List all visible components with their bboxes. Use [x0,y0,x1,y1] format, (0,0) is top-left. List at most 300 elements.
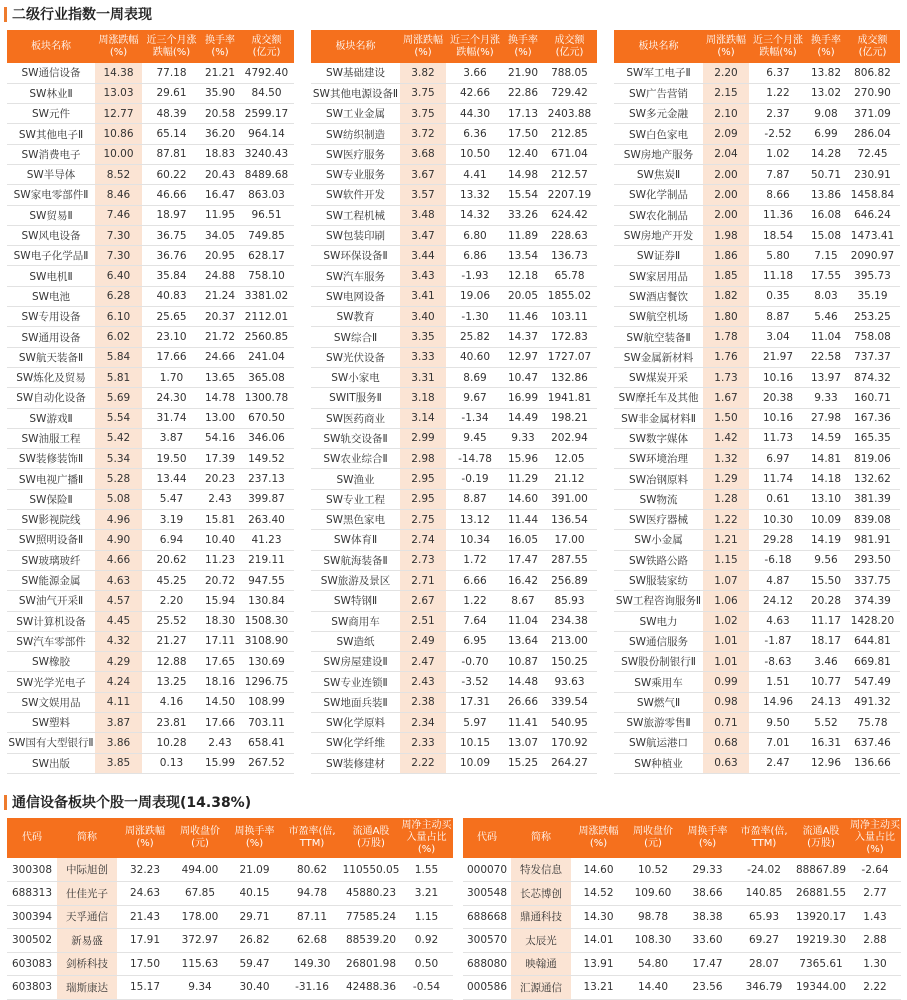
table-cell: 12.40 [504,144,542,164]
table-cell: 9.67 [446,388,504,408]
table-cell: 40.83 [142,286,201,306]
table-cell: 10.86 [95,124,142,144]
table-cell: -6.18 [749,550,807,570]
table-cell: 749.85 [239,225,294,245]
table-cell: -0.19 [446,469,504,489]
table-cell: SW专用设备 [7,307,95,327]
table-row [614,205,900,225]
table-cell: SW橡胶 [7,652,95,672]
table-cell: 23.81 [142,713,201,733]
table-cell: 20.37 [201,307,239,327]
table-cell: SW林业Ⅱ [7,83,95,103]
table-cell: 19.50 [142,449,201,469]
table-cell: 1428.20 [845,611,900,631]
table-cell: 8.03 [807,286,845,306]
table-row [7,489,294,509]
table-cell: 132.62 [845,469,900,489]
table-cell: 8.69 [446,367,504,387]
table-cell: 8.87 [446,489,504,509]
table-cell: 2.15 [703,83,749,103]
table-cell: 35.90 [201,83,239,103]
column-header: 成交额 (亿元) [845,30,900,63]
table-cell: 2.74 [400,530,446,550]
table-row [7,753,294,773]
column-header: 市盈率(倍, TTM) [735,818,793,858]
table-cell: 5.84 [95,347,142,367]
table-row [311,83,597,103]
table-cell: 7.87 [749,164,807,184]
table-cell: SW通用设备 [7,327,95,347]
table-cell: 5.46 [807,307,845,327]
table-cell: SW地面兵装Ⅱ [311,692,400,712]
table-cell: SW油服工程 [7,428,95,448]
table-cell: 230.91 [845,164,900,184]
table-cell: SW自动化设备 [7,388,95,408]
table-cell: 6.36 [446,124,504,144]
table-cell: 汇源通信 [511,976,571,1000]
table-cell: 198.21 [542,408,597,428]
table-cell: 7.64 [446,611,504,631]
table-cell: 17.50 [117,952,173,976]
table-cell: 3.41 [400,286,446,306]
table-cell: 10.52 [626,858,680,882]
table-cell: 17.91 [117,929,173,953]
table-cell: SW电网设备 [311,286,400,306]
table-cell: 140.85 [735,882,793,906]
table-row [7,652,294,672]
table-cell: SW专业服务 [311,164,400,184]
table-cell: 1.98 [703,225,749,245]
table-cell: 8.66 [749,185,807,205]
table-cell: 5.28 [95,469,142,489]
column-header: 简称 [511,818,571,858]
table-row [7,388,294,408]
table-header-row [614,30,900,63]
table-cell: 300308 [7,858,57,882]
table-row [614,408,900,428]
table-cell: 10.40 [201,530,239,550]
table-cell: 10.15 [446,733,504,753]
table-cell: 160.71 [845,388,900,408]
table-cell: 62.68 [282,929,342,953]
table-cell: 1855.02 [542,286,597,306]
table-cell: 2.47 [400,652,446,672]
table-cell: 103.11 [542,307,597,327]
table-cell: 644.81 [845,631,900,651]
table-cell: SW医疗服务 [311,144,400,164]
table-cell: 1.07 [703,570,749,590]
table-cell: 45.25 [142,570,201,590]
table-cell: 11.41 [504,713,542,733]
table-row [614,63,900,83]
table-cell: 000070 [463,858,511,882]
table-cell: 6.40 [95,266,142,286]
table-cell: 3.21 [400,882,453,906]
table-cell: 212.57 [542,164,597,184]
table-cell: 22.58 [807,347,845,367]
table-cell: SW能源金属 [7,570,95,590]
table-cell: 5.69 [95,388,142,408]
table-cell: 8.46 [95,185,142,205]
table-row [7,347,294,367]
table-cell: 3.57 [400,185,446,205]
table-cell: 3.35 [400,327,446,347]
table-cell: SW特钢Ⅱ [311,591,400,611]
table-cell: 54.16 [201,428,239,448]
table-row [614,733,900,753]
table-cell: 4.63 [749,611,807,631]
table-cell: 3.75 [400,83,446,103]
table-cell: 15.50 [807,570,845,590]
table-cell: 27.98 [807,408,845,428]
table-cell: 45880.23 [342,882,400,906]
table-cell: 14.30 [571,905,626,929]
table-cell: 758.08 [845,327,900,347]
table-cell: 300502 [7,929,57,953]
table-cell: 15.54 [504,185,542,205]
table-row [311,469,597,489]
table-cell: SW医疗器械 [614,510,703,530]
column-header: 近三个月涨 跌幅(%) [446,30,504,63]
table-cell: 6.97 [749,449,807,469]
table-row [7,367,294,387]
table-cell: 1727.07 [542,347,597,367]
table-cell: 仕佳光子 [57,882,117,906]
table-cell: -8.63 [749,652,807,672]
table-cell: 491.32 [845,692,900,712]
table-cell: 6.95 [446,631,504,651]
table-cell: 12.18 [504,266,542,286]
table-cell: 13.54 [504,246,542,266]
table-cell: -1.30 [446,307,504,327]
table-cell: 4.24 [95,672,142,692]
table-cell: SW渔业 [311,469,400,489]
table-cell: SW软件开发 [311,185,400,205]
table-row [7,631,294,651]
table-cell: 14.32 [446,205,504,225]
table-cell: 1.15 [400,905,453,929]
table-cell: 1.22 [446,591,504,611]
table-cell: 映翰通 [511,952,571,976]
table-cell: 170.92 [542,733,597,753]
table-cell: 14.28 [807,144,845,164]
table-cell: 2.43 [201,489,239,509]
column-header: 近三个月涨 跌幅(%) [749,30,807,63]
table-cell: 87.11 [282,905,342,929]
table-cell: 88867.89 [793,858,849,882]
column-header: 代码 [463,818,511,858]
table-cell: 42488.36 [342,976,400,1000]
table-cell: 6.80 [446,225,504,245]
table-cell: 21.72 [201,327,239,347]
table-cell: 346.79 [735,976,793,1000]
column-header: 周涨跌幅 (%) [703,30,749,63]
table-cell: 16.31 [807,733,845,753]
table-cell: -14.78 [446,449,504,469]
table-cell: SW乘用车 [614,672,703,692]
table-row [311,327,597,347]
table-cell: 2.67 [400,591,446,611]
table-cell: 瑞斯康达 [57,976,117,1000]
table-cell: 29.33 [680,858,735,882]
table-cell: SW旅游及景区 [311,570,400,590]
table-cell: 13.64 [504,631,542,651]
table-cell: 15.81 [201,510,239,530]
table-cell: 剑桥科技 [57,952,117,976]
table-cell: 1.82 [703,286,749,306]
table-cell: 11.44 [504,510,542,530]
table-cell: 1.29 [703,469,749,489]
table-cell: SW电机Ⅱ [7,266,95,286]
table-row [311,530,597,550]
table-cell: 10.16 [749,367,807,387]
table-cell: 36.76 [142,246,201,266]
table-cell: -1.34 [446,408,504,428]
table-row [614,652,900,672]
table-cell: 10.16 [749,408,807,428]
table-cell: 1.85 [703,266,749,286]
table-cell: 26881.55 [793,882,849,906]
table-cell: 10.28 [142,733,201,753]
table-cell: 3.04 [749,327,807,347]
column-header: 换手率 (%) [504,30,542,63]
table-cell: 29.71 [227,905,282,929]
table-cell: 219.11 [239,550,294,570]
table-row [463,952,901,976]
table-cell: SW影视院线 [7,510,95,530]
table-cell: 628.17 [239,246,294,266]
table-cell: 5.42 [95,428,142,448]
table-cell: 264.27 [542,753,597,773]
table-cell: SW白色家电 [614,124,703,144]
table-row [311,266,597,286]
table-cell: 26.82 [227,929,282,953]
table-row [614,327,900,347]
table-row [7,713,294,733]
table-cell: 9.33 [504,428,542,448]
table-cell: SW基础建设 [311,63,400,83]
table-cell: 3.87 [142,428,201,448]
table-cell: 19219.30 [793,929,849,953]
table-cell: 8.52 [95,164,142,184]
table-row [311,753,597,773]
table-cell: 10.47 [504,367,542,387]
table-cell: 5.47 [142,489,201,509]
table-cell: 75.78 [845,713,900,733]
table-cell: SW装修装饰Ⅱ [7,449,95,469]
table-row [311,185,597,205]
table-cell: 10.00 [95,144,142,164]
table-cell: 24.13 [807,692,845,712]
table-cell: 4.57 [95,591,142,611]
table-cell: SW航空机场 [614,307,703,327]
table-row [7,733,294,753]
table-cell: 1.42 [703,428,749,448]
table-row [7,164,294,184]
table-row [311,510,597,530]
table-cell: SW电力 [614,611,703,631]
table-cell: 4.96 [95,510,142,530]
table-cell: 212.85 [542,124,597,144]
table-cell: 天孚通信 [57,905,117,929]
table-cell: -1.93 [446,266,504,286]
table-cell: 374.39 [845,591,900,611]
table-cell: 中际旭创 [57,858,117,882]
table-cell: 14.38 [95,63,142,83]
table-cell: 11.74 [749,469,807,489]
table-cell: 44.30 [446,104,504,124]
table-cell: 2.95 [400,489,446,509]
table-cell: 12.88 [142,652,201,672]
table-cell: 2090.97 [845,246,900,266]
table-cell: 149.52 [239,449,294,469]
table-cell: SW旅游零售Ⅱ [614,713,703,733]
section-industry-title-text: 二级行业指数一周表现 [12,7,152,23]
table-row [7,976,453,1000]
table-cell: -0.54 [400,976,453,1000]
column-header: 市盈率(倍, TTM) [282,818,342,858]
table-cell: 13.21 [571,976,626,1000]
table-cell: 3381.02 [239,286,294,306]
table-cell: 637.46 [845,733,900,753]
table-row [7,246,294,266]
table-row [7,611,294,631]
table-row [311,550,597,570]
table-row [311,164,597,184]
table-cell: 9.33 [807,388,845,408]
column-header: 流通A股 (万股) [793,818,849,858]
table-cell: 96.51 [239,205,294,225]
table-cell: 2.49 [400,631,446,651]
table-cell: 41.23 [239,530,294,550]
table-row [311,672,597,692]
table-cell: 6.10 [95,307,142,327]
table-cell: 115.63 [173,952,227,976]
table-cell: 17.65 [201,652,239,672]
table-cell: 4.16 [142,692,201,712]
table-cell: SW工程咨询服务Ⅱ [614,591,703,611]
table-cell: 93.63 [542,672,597,692]
table-cell: 11.04 [807,327,845,347]
table-cell: 3.44 [400,246,446,266]
table-cell: 6.28 [95,286,142,306]
table-cell: SW化学原料 [311,713,400,733]
table-cell: -3.52 [446,672,504,692]
table-cell: 806.82 [845,63,900,83]
table-row [7,144,294,164]
table-cell: 20.72 [201,570,239,590]
table-cell: SW焦炭Ⅱ [614,164,703,184]
table-cell: 213.00 [542,631,597,651]
table-row [7,858,453,882]
column-header: 代码 [7,818,57,858]
table-cell: SW航海装备Ⅱ [311,550,400,570]
table-cell: 758.10 [239,266,294,286]
table-cell: 2.37 [749,104,807,124]
table-cell: 15.25 [504,753,542,773]
table-cell: 11.73 [749,428,807,448]
table-row [463,929,901,953]
table-cell: 4.63 [95,570,142,590]
table-cell: 9.56 [807,550,845,570]
table-cell: 60.22 [142,164,201,184]
table-row [7,952,453,976]
table-cell: SW航天装备Ⅱ [7,347,95,367]
table-row [614,591,900,611]
column-header: 换手率 (%) [807,30,845,63]
table-cell: SW小金属 [614,530,703,550]
table-cell: 10.30 [749,510,807,530]
table-cell: 165.35 [845,428,900,448]
table-row [7,266,294,286]
table-cell: 65.14 [142,124,201,144]
column-header: 周换手率 (%) [227,818,282,858]
table-cell: 5.97 [446,713,504,733]
table-cell: 35.19 [845,286,900,306]
table-cell: 365.08 [239,367,294,387]
table-cell: 14.37 [504,327,542,347]
table-cell: 136.66 [845,753,900,773]
table-cell: 25.82 [446,327,504,347]
table-cell: 1.76 [703,347,749,367]
title-accent-bar [4,795,7,810]
table-cell: 1.80 [703,307,749,327]
table-cell: 3.33 [400,347,446,367]
table-cell: SW轨交设备Ⅱ [311,428,400,448]
column-header: 换手率 (%) [201,30,239,63]
table-cell: SW房地产服务 [614,144,703,164]
table-row [614,570,900,590]
table-cell: SW房屋建设Ⅱ [311,652,400,672]
table-cell: 1.72 [446,550,504,570]
table-cell: 300570 [463,929,511,953]
table-cell: 7.01 [749,733,807,753]
table-cell: 20.58 [201,104,239,124]
table-cell: 18.54 [749,225,807,245]
table-cell: 0.63 [703,753,749,773]
table-cell: 48.39 [142,104,201,124]
table-cell: SW通信服务 [614,631,703,651]
table-row [311,570,597,590]
table-cell: 603803 [7,976,57,1000]
table-cell: 11.89 [504,225,542,245]
table-cell: 5.80 [749,246,807,266]
table-cell: 0.68 [703,733,749,753]
table-cell: 21.90 [504,63,542,83]
table-row [7,510,294,530]
section-industry-title [4,4,152,24]
table-cell: 9.45 [446,428,504,448]
table-row [7,104,294,124]
table-cell: 2.22 [849,976,901,1000]
table-row [311,428,597,448]
table-cell: 2207.19 [542,185,597,205]
table-cell: 1508.30 [239,611,294,631]
table-cell: 2.22 [400,753,446,773]
table-cell: 2.43 [400,672,446,692]
table-cell: -1.87 [749,631,807,651]
table-cell: 547.49 [845,672,900,692]
table-cell: 35.84 [142,266,201,286]
table-row [7,469,294,489]
table-cell: 38.66 [680,882,735,906]
table-cell: 5.81 [95,367,142,387]
table-cell: 18.16 [201,672,239,692]
table-cell: SW工业金属 [311,104,400,124]
table-cell: 669.81 [845,652,900,672]
table-cell: 17.50 [504,124,542,144]
table-cell: 87.81 [142,144,201,164]
